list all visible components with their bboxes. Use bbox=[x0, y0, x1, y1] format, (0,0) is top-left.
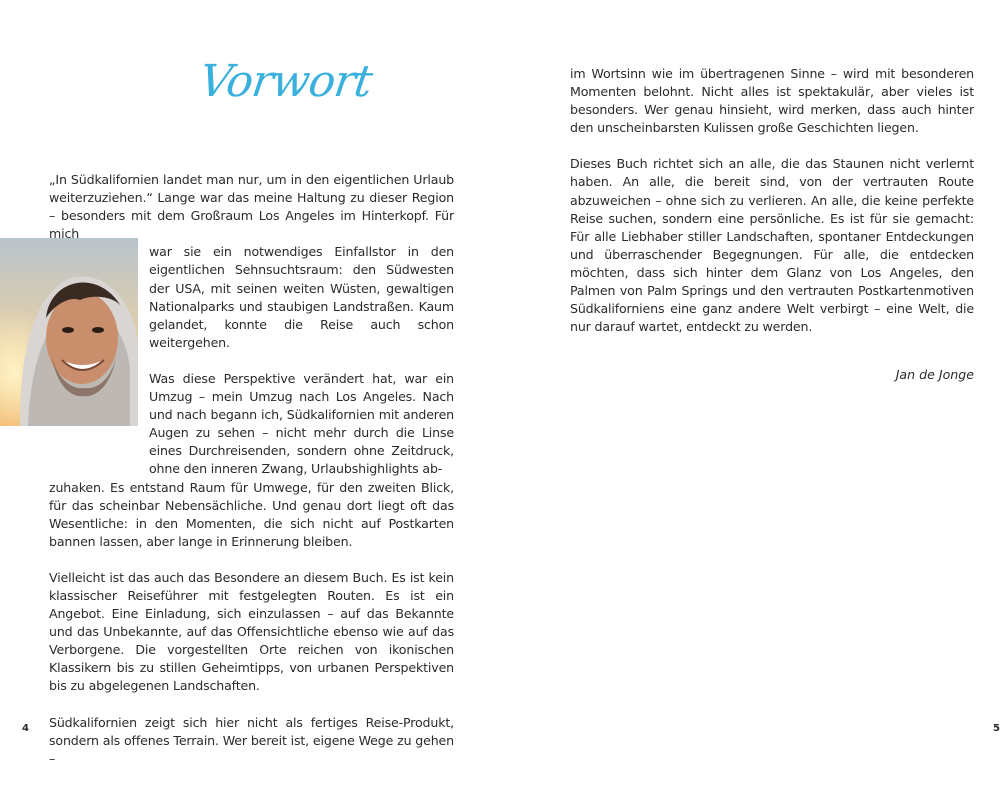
author-signature: Jan de Jonge bbox=[895, 367, 974, 383]
left-paragraph-1 bbox=[49, 171, 454, 352]
page-number-right: 5 bbox=[993, 723, 1000, 734]
left-paragraph-2-wrapped-block bbox=[49, 370, 454, 479]
page-title: Vorwort bbox=[196, 56, 375, 107]
left-page-column bbox=[49, 171, 454, 786]
right-paragraph-2: Dieses Buch richtet sich an alle, die das Staunen nicht verlernt haben. An alle, die bereit sind, von der vertrauten Route abzuweichen – ohne sich zu verlieren. An alle, die keine perfekte Reise suchen, sondern eine persönliche. Es ist für sie gemacht: Für alle Liebhaber stiller Landschaften, spontaner Entdeckungen und überraschender Begegnungen. Für alle, die entdecken möchten, dass sich hinter dem Glanz von Los Angeles, den Palmen von Palm Springs und den vertrauten Postkartenmotiven Südkaliforniens eine ganz andere Welt verbirgt – eine Welt, die nur darauf wartet, entdeckt zu werden. bbox=[570, 156, 974, 335]
left-paragraph-2-wrapped: Was diese Perspektive verändert hat, war ein Umzug – mein Umzug nach Los Angeles. Nach und nach begann ich, Südkalifornien mit anderen Augen zu sehen – nicht mehr durch die Linse eines Durchreisenden, sondern ohne Zeitdruck, ohne den inneren Zwang, Urlaubshighlights ab- bbox=[149, 370, 454, 477]
photo-spacer bbox=[49, 370, 149, 479]
left-paragraph-3: Vielleicht ist das auch das Besondere an diesem Buch. Es ist kein klassischer Reiseführer mit festgelegten Routen. Es ist ein Angebot. Eine Einladung, sich einzulassen – auf das Bekannte und das Unbekannte, auf das Offensichtliche ebenso wie auf das Verborgene. Die vorgestellten Orte reichen von ikonischen Klassikern bis zu stillen Geheimtipps, von urbanen Perspektiven bis zu abgelegenen Landschaften. bbox=[49, 569, 454, 694]
left-paragraph-1-wrapped: war sie ein notwendiges Einfallstor in den eigentlichen Sehnsuchtsraum: den Südwesten der USA, mit seinen weiten Wüsten, gewaltigen Nationalparks und staubigen Landstraßen. Kaum gelandet, konnte die Reise auch schon weitergehen. bbox=[149, 244, 454, 350]
page-number-left: 4 bbox=[22, 723, 29, 734]
photo-spacer bbox=[49, 243, 149, 352]
right-paragraph-1: im Wortsinn wie im übertragenen Sinne – wird mit besonderen Momenten belohnt. Nicht alles ist spektakulär, aber vieles ist besonders. Wer genau hinsieht, wird merken, dass auch hinter den unscheinbarsten Kulissen große Geschichten liegen. bbox=[570, 66, 974, 136]
left-paragraph-2 bbox=[49, 370, 454, 551]
left-paragraph-1-wrapped-block bbox=[49, 243, 454, 352]
right-page-column bbox=[570, 65, 974, 384]
left-paragraph-1-intro: „In Südkalifornien landet man nur, um in den eigentlichen Urlaub weiterzuziehen.“ Lange war das meine Haltung zu dieser Region – besonders mit dem Großraum Los Angeles im Hinterkopf. Für mich bbox=[49, 172, 454, 242]
left-paragraph-4: Südkalifornien zeigt sich hier nicht als fertiges Reise-Produkt, sondern als offenes Terrain. Wer bereit ist, eigene Wege zu gehen – bbox=[49, 714, 454, 766]
left-paragraph-2-rest: zuhaken. Es entstand Raum für Umwege, für den zweiten Blick, für das scheinbar Nebensächliche. Und genau dort liegt oft das Wesentliche: in den Momenten, die sich nicht auf Postkarten bannen lassen, aber lange in Erinnerung bleiben. bbox=[49, 479, 454, 549]
